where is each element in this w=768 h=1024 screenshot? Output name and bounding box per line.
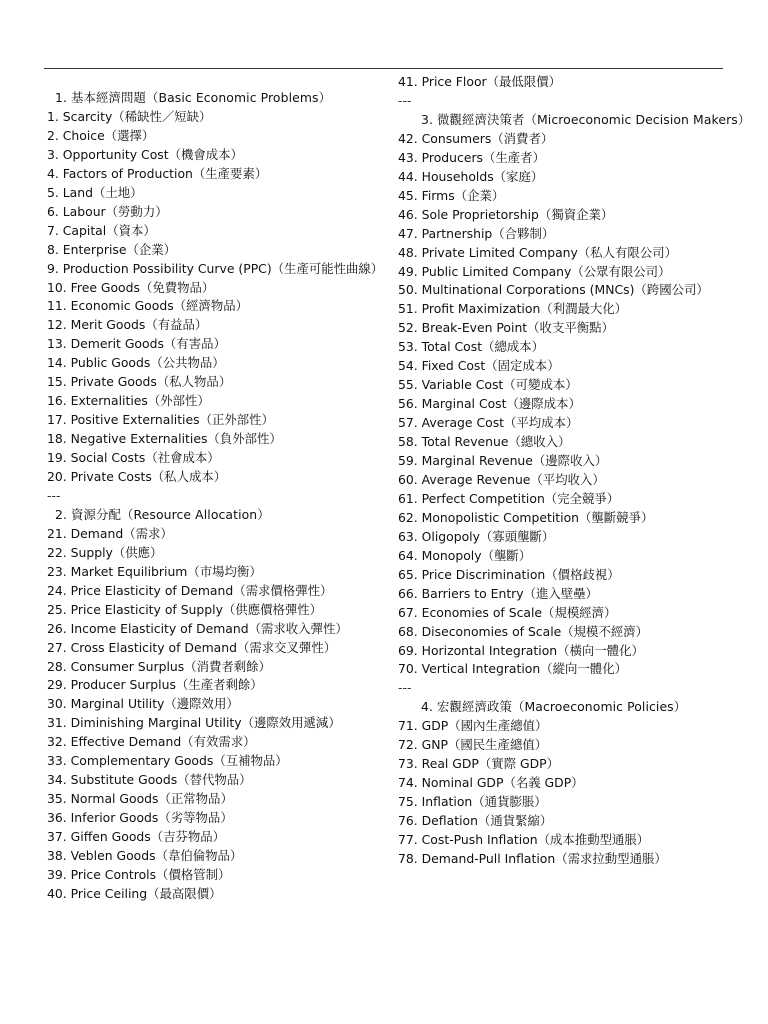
- term-item: 31. Diminishing Marginal Utility（邊際效用遞減）: [47, 715, 341, 731]
- section-heading: 2. 資源分配（Resource Allocation）: [55, 506, 270, 522]
- term-item: 50. Multinational Corporations (MNCs)（跨國公司）: [398, 282, 709, 298]
- term-item: 62. Monopolistic Competition（壟斷競爭）: [398, 509, 654, 525]
- term-item: 13. Demerit Goods（有害品）: [47, 336, 226, 352]
- top-horizontal-rule: [44, 68, 723, 69]
- term-item: 3. Opportunity Cost（機會成本）: [47, 146, 243, 162]
- term-item: 22. Supply（供應）: [47, 544, 163, 560]
- term-item: 78. Demand-Pull Inflation（需求拉動型通脹）: [398, 850, 667, 866]
- term-item: 2. Choice（選擇）: [47, 127, 155, 143]
- term-item: 38. Veblen Goods（韋伯倫物品）: [47, 848, 243, 863]
- term-item: 44. Households（家庭）: [398, 168, 544, 184]
- term-item: 26. Income Elasticity of Demand（需求收入彈性）: [47, 620, 348, 636]
- term-item: 39. Price Controls（價格管制）: [47, 866, 231, 882]
- term-item: 11. Economic Goods（經濟物品）: [47, 298, 248, 314]
- term-item: 73. Real GDP（實際 GDP）: [398, 756, 560, 772]
- term-item: 43. Producers（生產者）: [398, 149, 545, 165]
- term-item: 19. Social Costs（社會成本）: [47, 450, 220, 466]
- term-item: 5. Land（土地）: [47, 184, 143, 200]
- section-separator: ---: [47, 487, 61, 503]
- term-item: 52. Break-Even Point（收支平衡點）: [398, 320, 614, 336]
- term-item: 71. GDP（國內生產總值）: [398, 718, 548, 734]
- term-item: 24. Price Elasticity of Demand（需求價格彈性）: [47, 582, 333, 598]
- term-item: 74. Nominal GDP（名義 GDP）: [398, 775, 584, 791]
- term-item: 28. Consumer Surplus（消費者剩餘）: [47, 658, 271, 674]
- term-item: 56. Marginal Cost（邊際成本）: [398, 396, 581, 412]
- term-item: 63. Oligopoly（寡頭壟斷）: [398, 528, 555, 544]
- section-separator: ---: [398, 680, 412, 696]
- term-item: 42. Consumers（消費者）: [398, 130, 554, 146]
- term-item: 45. Firms（企業）: [398, 187, 505, 203]
- term-item: 25. Price Elasticity of Supply（供應價格彈性）: [47, 601, 323, 617]
- term-item: 55. Variable Cost（可變成本）: [398, 377, 578, 393]
- term-item: 32. Effective Demand（有效需求）: [47, 734, 256, 750]
- term-item: 1. Scarcity（稀缺性／短缺）: [47, 108, 212, 124]
- term-item: 67. Economies of Scale（規模經濟）: [398, 604, 617, 620]
- term-item: 61. Perfect Competition（完全競爭）: [398, 490, 620, 506]
- term-item: 69. Horizontal Integration（橫向一體化）: [398, 642, 644, 658]
- section-heading: 1. 基本經濟問題（Basic Economic Problems）: [55, 90, 332, 105]
- term-item: 68. Diseconomies of Scale（規模不經濟）: [398, 623, 649, 639]
- term-item: 59. Marginal Revenue（邊際收入）: [398, 453, 608, 468]
- term-item: 14. Public Goods（公共物品）: [47, 355, 225, 371]
- term-item: 58. Total Revenue（總收入）: [398, 434, 571, 450]
- term-item: 65. Price Discrimination（價格歧視）: [398, 566, 620, 582]
- term-item: 12. Merit Goods（有益品）: [47, 317, 208, 333]
- term-item: 17. Positive Externalities（正外部性）: [47, 412, 274, 428]
- term-item: 66. Barriers to Entry（進入壁壘）: [398, 585, 598, 601]
- term-item: 36. Inferior Goods（劣等物品）: [47, 810, 233, 826]
- term-item: 9. Production Possibility Curve (PPC)（生產可能性曲線）: [47, 260, 384, 276]
- term-item: 18. Negative Externalities（負外部性）: [47, 431, 282, 447]
- term-item: 35. Normal Goods（正常物品）: [47, 791, 233, 807]
- section-heading: 4. 宏觀經濟政策（Macroeconomic Policies）: [421, 699, 687, 715]
- term-item: 15. Private Goods（私人物品）: [47, 374, 232, 390]
- term-item: 60. Average Revenue（平均收入）: [398, 471, 605, 487]
- term-item: 4. Factors of Production（生產要素）: [47, 165, 268, 181]
- term-item: 47. Partnership（合夥制）: [398, 225, 555, 241]
- term-item: 21. Demand（需求）: [47, 525, 173, 541]
- term-item: 7. Capital（資本）: [47, 222, 156, 238]
- term-item: 76. Deflation（通貨緊縮）: [398, 813, 553, 829]
- term-item: 8. Enterprise（企業）: [47, 241, 177, 257]
- term-item: 54. Fixed Cost（固定成本）: [398, 358, 560, 374]
- term-item: 33. Complementary Goods（互補物品）: [47, 753, 288, 769]
- term-item: 30. Marginal Utility（邊際效用）: [47, 696, 239, 712]
- term-item: 49. Public Limited Company（公眾有限公司）: [398, 263, 671, 279]
- term-item: 40. Price Ceiling（最高限價）: [47, 885, 222, 901]
- term-item: 34. Substitute Goods（替代物品）: [47, 772, 252, 788]
- section-separator: ---: [398, 92, 412, 108]
- term-item: 27. Cross Elasticity of Demand（需求交叉彈性）: [47, 639, 337, 655]
- term-item: 72. GNP（國民生產總值）: [398, 737, 548, 753]
- term-item: 51. Profit Maximization（利潤最大化）: [398, 301, 628, 317]
- term-item: 41. Price Floor（最低限價）: [398, 74, 561, 89]
- term-item: 10. Free Goods（免費物品）: [47, 279, 215, 295]
- term-item: 57. Average Cost（平均成本）: [398, 415, 579, 431]
- section-heading: 3. 微觀經濟決策者（Microeconomic Decision Makers）: [421, 111, 751, 127]
- term-item: 20. Private Costs（私人成本）: [47, 469, 227, 484]
- term-item: 23. Market Equilibrium（市場均衡）: [47, 563, 262, 579]
- term-item: 6. Labour（勞動力）: [47, 203, 168, 219]
- term-item: 37. Giffen Goods（吉芬物品）: [47, 829, 226, 845]
- term-item: 75. Inflation（通貨膨脹）: [398, 794, 547, 810]
- term-item: 64. Monopoly（壟斷）: [398, 547, 532, 563]
- term-item: 70. Vertical Integration（縱向一體化）: [398, 661, 627, 677]
- term-item: 53. Total Cost（總成本）: [398, 339, 545, 355]
- term-item: 48. Private Limited Company（私人有限公司）: [398, 244, 677, 260]
- term-item: 46. Sole Proprietorship（獨資企業）: [398, 206, 614, 222]
- term-item: 77. Cost-Push Inflation（成本推動型通脹）: [398, 832, 650, 847]
- term-item: 29. Producer Surplus（生產者剩餘）: [47, 677, 263, 693]
- term-item: 16. Externalities（外部性）: [47, 393, 210, 409]
